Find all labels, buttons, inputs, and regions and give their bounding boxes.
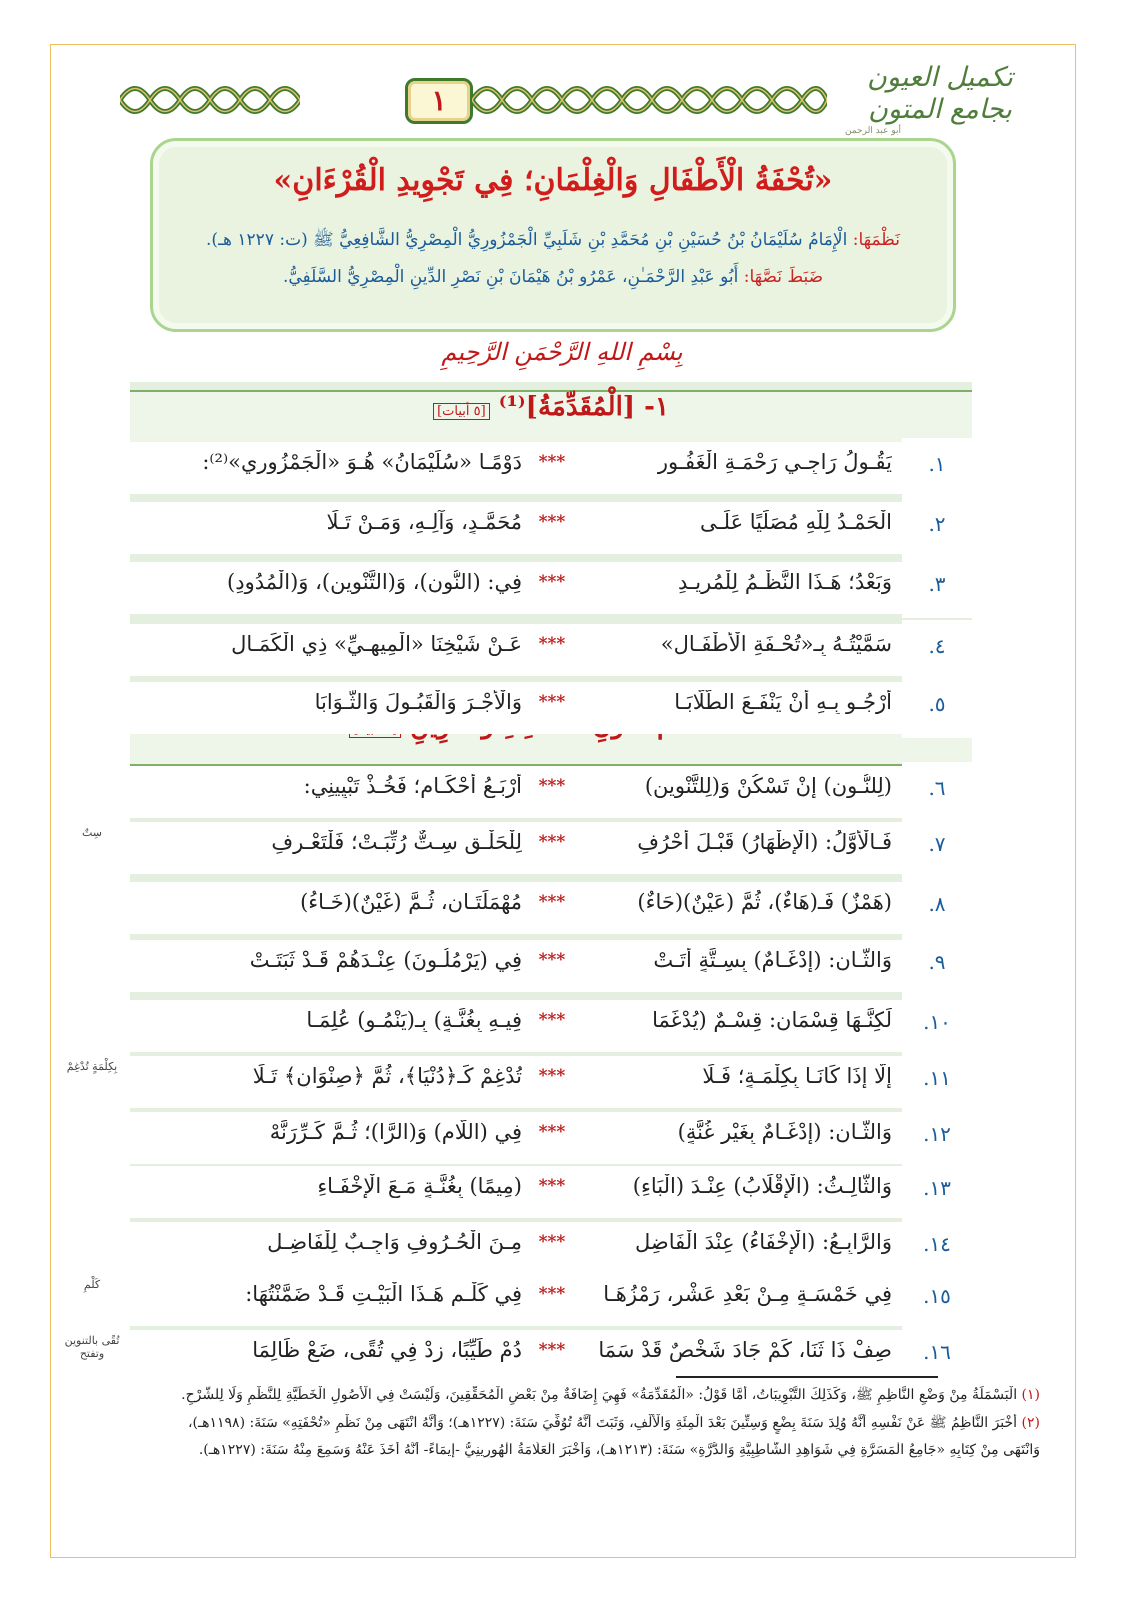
section-title: ١- [الْمُقَدِّمَةُ]⁽¹⁾ xyxy=(498,392,669,422)
verse-separator: *** xyxy=(538,452,566,472)
verse-first-hemistich: وَبَعْدُ؛ هَـذَا النَّظْـمُ لِلْمُرِيـدِ xyxy=(678,570,892,594)
footnote-separator xyxy=(676,1376,938,1378)
basmala: بِسْمِ اللهِ الرَّحْمَنِ الرَّحِيمِ xyxy=(441,338,683,366)
verse-second-hemistich: مُحَمَّـدٍ، وَآلِـهِ، وَمَـنْ تَـلَا xyxy=(326,510,522,534)
verse-first-hemistich: أَرْجُـو بِـهِ أَنْ يَنْفَـعَ الطُّلَّابَـا xyxy=(674,690,892,714)
verse-first-hemistich: وَالثَّالِـثُ: (الْإِقْلَابُ) عِنْـدَ (الْبَاءِ) xyxy=(632,1174,892,1198)
verse-first-hemistich: يَقُـولُ رَاجِـي رَحْمَـةِ الْغَفُـورِ xyxy=(657,450,892,474)
verse-second-hemistich: مُهْمَلَتَـانِ، ثُـمَّ (غَيْنٌ)(خَـاءُ) xyxy=(300,890,522,914)
verse-second-hemistich: فِي كَلْـمِ هَـذَا الْبَيْـتِ قَـدْ ضَمَّنْتُهَا: xyxy=(245,1282,522,1306)
verse-first-hemistich: صِفْ ذَا ثَنَا، كَمْ جَادَ شَخْصٌ قَدْ سَمَا xyxy=(598,1338,892,1362)
margin-note: كَلْمِ xyxy=(83,1278,101,1291)
verse-separator: *** xyxy=(538,1010,566,1030)
verse-number: ٥. xyxy=(928,692,946,716)
verse-second-hemistich: وَالْأَجْـرَ وَالْقَبُـولَ وَالثَّـوَابَا xyxy=(314,690,522,714)
verse-first-hemistich: (هَمْزٌ) فَـ(هَاءٌ)، ثُمَّ (عَيْنٌ)(حَاءٌ) xyxy=(637,890,892,914)
verse-number: ١٥. xyxy=(923,1284,951,1308)
verse-row xyxy=(130,762,972,822)
footnote: (٢) أَخْبَرَ النَّاظِمُ ﷺ عَنْ نَفْسِهِ أَنَّهُ وُلِدَ سَنَةَ بِضْعٍ وَسِتِّينَ بَعْدَ الْمِئَةِ وَالْأَلْفِ، وَثَبَتَ أَنَّهُ تُوُفِّيَ سَنَةَ: (١٢٢٧هـ)؛ وَأَنَّهُ انْتَهَى مِنْ نَظْمِ «تُحْفَتِهِ» سَنَةَ: (١١٩٨هـ)، xyxy=(188,1415,1040,1431)
verse-row xyxy=(130,498,972,558)
verse-second-hemistich: لِلْحَلْـقِ سِـتٌّ رُتِّبَـتْ؛ فَلْتَعْـرِفِ xyxy=(271,830,522,854)
verse-separator: *** xyxy=(538,950,566,970)
verse-row xyxy=(130,936,972,996)
braid-ornament-right xyxy=(472,77,827,123)
margin-note: بِكِلْمَةٍ تُدْغِمْ xyxy=(66,1060,118,1073)
verse-number: ٧. xyxy=(928,832,946,856)
verse-first-hemistich: سَمَّيْتُـهُ بِـ«تُحْـفَةِ الْأَطْفَـالِ» xyxy=(660,632,892,656)
verse-number: ١٠. xyxy=(923,1010,951,1034)
verse-separator: *** xyxy=(538,1066,566,1086)
verse-separator: *** xyxy=(538,512,566,532)
page-number-badge: ١ xyxy=(405,78,473,124)
book-title: «تُحْفَةُ الْأَطْفَالِ وَالْغِلْمَانِ؛ فِي تَجْوِيدِ الْقُرْءَانِ» xyxy=(273,163,833,198)
verse-first-hemistich: وَالثَّـانِ: (إِدْغَـامٌ بِغَيْرِ غُنَّةٍ) xyxy=(677,1120,892,1144)
verse-row xyxy=(130,558,972,618)
author-label: نَظْمَهَا: xyxy=(852,230,900,250)
verse-separator: *** xyxy=(538,634,566,654)
author-line xyxy=(173,229,933,254)
verse-second-hemistich: فِيـهِ بِغُنَّـةٍ) بِـ(يَنْمُـو) عُلِمَـا xyxy=(306,1008,522,1032)
section-count: [٥ أبيات] xyxy=(433,403,490,420)
margin-note: تُقًى بالتنوين وتفتح xyxy=(64,1334,120,1360)
footnote: (١) الْبَسْمَلَةُ مِنْ وَضْعِ النَّاظِمِ ﷺ، وَكَذَلِكَ التَّبْوِيبَاتُ، أَمَّا قَوْلُ: «الْمُقَدِّمَةُ» فَهِيَ إِضَافَةٌ مِنْ بَعْضِ الْمُحَقِّقِينَ، وَلَيْسَتْ فِي الْأُصُولِ الْخَطِّيَّةِ لِلنَّظْمِ وَلَا لِلشَّرْحِ. xyxy=(181,1387,1040,1403)
verse-first-hemistich: لَكِنَّـهَا قِسْمَانِ: قِسْـمٌ (يُدْغَمَا xyxy=(652,1008,892,1032)
verse-second-hemistich: دَوْمًـا «سُلَيْمَانُ» هُـوَ «الْجَمْزُورِي»⁽²⁾: xyxy=(202,450,522,474)
editor-name: أَبُو عَبْدِ الرَّحْمَـٰنِ، عَمْرُو بْنُ هَيْمَانَ بْنِ نَصْرِ الدِّينِ الْمِصْرِيُّ السَّلَفِيُّ. xyxy=(282,267,739,287)
verse-number: ٣. xyxy=(928,572,946,596)
verse-separator: *** xyxy=(538,692,566,712)
verse-row xyxy=(130,678,972,738)
verse-row xyxy=(130,818,972,878)
verse-number: ١٦. xyxy=(923,1340,951,1364)
verse-row xyxy=(130,438,972,498)
verse-first-hemistich: فِي خَمْسَـةٍ مِـنْ بَعْدِ عَشْرٍ، رَمْزُهَـا xyxy=(603,1282,892,1306)
verse-first-hemistich: فَـالْأَوَّلُ: (الْإِظْهَارُ) قَبْـلَ أَحْرُفِ xyxy=(637,830,892,854)
verse-number: ٩. xyxy=(928,950,946,974)
verse-separator: *** xyxy=(538,776,566,796)
verse-row xyxy=(130,1218,972,1278)
section-header-introduction xyxy=(130,390,972,444)
author-name: الْإِمَامُ سُلَيْمَانُ بْنُ حُسَيْنِ بْنِ مُحَمَّدِ بْنِ شَلَبِيِّ الْجَمْزُورِيُّ الْمِصْرِيُّ الشَّافِعِيُّ ﷺ (ت: ١٢٢٧ هـ). xyxy=(206,230,848,250)
braid-ornament-left xyxy=(120,77,300,123)
verse-first-hemistich: وَالثَّـانِ: (إِدْغَـامٌ) بِسِـتَّةٍ أَتَـتْ xyxy=(653,948,892,972)
verse-separator: *** xyxy=(538,1176,566,1196)
editor-line xyxy=(173,267,933,287)
verse-row xyxy=(130,1162,972,1222)
verse-separator: *** xyxy=(538,832,566,852)
verse-number: ١. xyxy=(928,452,946,476)
verse-first-hemistich: إِلَّا إِذَا كَانَـا بِكِلْمَـةٍ؛ فَـلَا xyxy=(702,1064,892,1088)
editor-label: ضَبَطَ نَصَّهَا: xyxy=(743,267,824,287)
footnote: وَانْتَهَى مِنْ كِتَابِهِ «جَامِعُ الْمَسَرَّةِ فِي شَوَاهِدِ الشَّاطِبِيَّةِ وَالدُّرَّةِ» سَنَةَ: (١٢١٣هـ)، وَأَخْبَرَ الْعَلَّامَةُ الْهُورِينِيُّ -إِيمَاءً- أَنَّهُ أَخَذَ عَنْهُ وَسَمِعَ مِنْهُ سَنَةَ: (١٢٢٧هـ). xyxy=(198,1442,1040,1458)
verse-number: ٢. xyxy=(928,512,946,536)
verse-row xyxy=(130,878,972,938)
verse-row xyxy=(130,1108,972,1168)
verse-first-hemistich: الْحَمْـدُ لِلَّهِ مُصَلِّيًا عَلَـى xyxy=(699,510,892,534)
verse-second-hemistich: دُمْ طَيِّبًا، زِدْ فِي تُقًى، ضَعْ ظَالِمَا xyxy=(252,1338,522,1362)
verse-row xyxy=(130,620,972,680)
page-header xyxy=(100,62,1050,142)
verse-second-hemistich: تُدْغِمْ كَـ﴿دُنْيَا﴾، ثُمَّ ﴿صِنْوَانٍ﴾ تَـلَا xyxy=(252,1064,522,1088)
verse-row xyxy=(130,1270,972,1330)
verse-first-hemistich: (لِلنُّـونِ) إِنْ تَسْكُنْ وَ(لِلتَّنْوِينِ) xyxy=(644,774,892,798)
verse-separator: *** xyxy=(538,1340,566,1360)
verse-separator: *** xyxy=(538,572,566,592)
verse-second-hemistich: (مِيمًا) بِغُنَّـةٍ مَـعَ الْإِخْفَـاءِ xyxy=(317,1174,522,1198)
verse-number: ١٣. xyxy=(923,1176,951,1200)
verse-separator: *** xyxy=(538,892,566,912)
verse-first-hemistich: وَالرَّابِـعُ: (الْإِخْفَاءُ) عِنْدَ الْفَاضِلِ xyxy=(634,1230,892,1254)
verse-second-hemistich: عَـنْ شَيْخِنَا «الْمِيهِـيِّ» ذِي الْكَمَـالِ xyxy=(231,632,522,656)
verse-second-hemistich: فِي: (النُّونِ)، وَ(التَّنْوِينِ)، وَ(الْمُدُودِ) xyxy=(227,570,522,594)
verse-second-hemistich: أَرْبَـعُ أَحْكَـامٍ؛ فَخُـذْ تَبْيِينِي: xyxy=(303,774,522,798)
series-logo: تكميل العيون بجامع المتون أبو عبد الرحمن xyxy=(845,62,1013,136)
verse-row xyxy=(130,1052,972,1112)
margin-note: سِتٌ xyxy=(81,826,103,839)
title-box xyxy=(150,138,956,332)
verse-second-hemistich: فِي (يَرْمُلُـونَ) عِنْـدَهُمْ قَـدْ ثَبَتَـتْ xyxy=(249,948,522,972)
verse-number: ١٢. xyxy=(923,1122,951,1146)
verse-number: ٤. xyxy=(928,634,946,658)
verse-number: ٨. xyxy=(928,892,946,916)
verse-row xyxy=(130,996,972,1056)
verse-number: ١٤. xyxy=(923,1232,951,1256)
verse-second-hemistich: فِي (اللَّامِ) وَ(الرَّا)؛ ثُـمَّ كَـرِّرَنَّهْ xyxy=(269,1120,522,1144)
verse-second-hemistich: مِـنَ الْحُـرُوفِ وَاجِـبٌ لِلْفَاضِـلِ xyxy=(267,1230,522,1254)
verse-number: ٦. xyxy=(928,776,946,800)
verse-number: ١١. xyxy=(923,1066,951,1090)
verse-separator: *** xyxy=(538,1232,566,1252)
verse-separator: *** xyxy=(538,1284,566,1304)
verse-separator: *** xyxy=(538,1122,566,1142)
